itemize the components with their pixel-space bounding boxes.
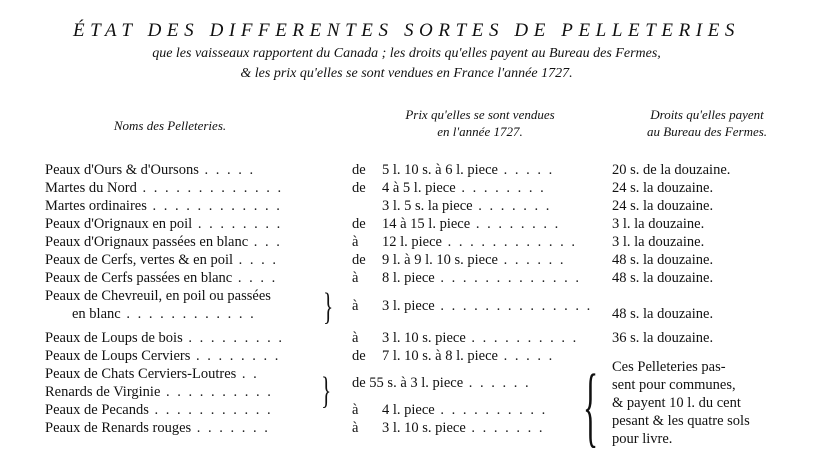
fur-price: 4 l. piece . . . . . . . . . . [382,402,548,418]
fur-name: Peaux d'Ours & d'Oursons . . . . . [45,162,256,178]
fur-name: Peaux de Loups Cerviers . . . . . . . . [45,348,281,364]
fur-duty: 20 s. de la douzaine. [612,162,731,178]
fur-prep: de [352,252,366,268]
fur-price: 14 à 15 l. piece . . . . . . . . [382,216,561,232]
fur-duty: 36 s. la douzaine. [612,330,714,346]
fur-name: Martes ordinaires . . . . . . . . . . . . [45,198,282,214]
fur-name-line-1: Peaux de Chevreuil, en poil ou passées [45,288,271,304]
fur-name: Renards de Virginie . . . . . . . . . . [45,384,273,400]
fur-name: Peaux de Cerfs passées en blanc . . . . [45,270,278,286]
fur-price: 8 l. piece . . . . . . . . . . . . . [382,270,581,286]
header-price-1: Prix qu'elles se sont vendues [405,107,555,122]
fur-prep: de [352,162,366,178]
header-duty-1: Droits qu'elles payent [650,107,764,122]
common-note-line: sent pour communes, [612,377,736,393]
fur-price: 3 l. piece . . . . . . . . . . . . . . [382,298,593,314]
fur-name: Peaux de Cerfs, vertes & en poil . . . . [45,252,279,268]
header-duty-2: au Bureau des Fermes. [646,124,768,139]
header-names: Noms des Pelleteries. [113,118,227,133]
large-brace-icon: { [583,357,599,456]
fur-name: Peaux de Loups de bois . . . . . . . . . [45,330,284,346]
fur-price: 3 l. 10 s. piece . . . . . . . . . . [382,330,579,346]
common-note-line: Ces Pelleteries pas- [612,359,726,375]
fur-duty: 48 s. la douzaine. [612,252,714,268]
fur-price: 7 l. 10 s. à 8 l. piece . . . . . [382,348,555,364]
fur-price: 4 à 5 l. piece . . . . . . . . [382,180,546,196]
fur-price: 9 l. à 9 l. 10 s. piece . . . . . . [382,252,566,268]
fur-price: 3 l. 10 s. piece . . . . . . . [382,420,545,436]
fur-prep: de [352,180,366,196]
common-note-line: pesant & les quatre sols [612,413,750,429]
fur-name: Peaux d'Orignaux en poil . . . . . . . . [45,216,283,232]
fur-name: Martes du Nord . . . . . . . . . . . . . [45,180,284,196]
page-title: ÉTAT DES DIFFERENTES SORTES DE PELLETERIES [72,20,741,41]
brace-icon: } [321,370,332,412]
fur-prep: à [352,298,359,314]
fur-prep: à [352,270,359,286]
subtitle-line-1: que les vaisseaux rapportent du Canada ; les droits qu'elles payent au Bureau des Fermes, [152,46,661,61]
fur-name-line-2: en blanc . . . . . . . . . . . . [72,306,256,322]
fur-duty: 3 l. la douzaine. [612,216,705,232]
fur-duty: 3 l. la douzaine. [612,234,705,250]
common-note-line: & payent 10 l. du cent [612,395,741,411]
fur-price: 12 l. piece . . . . . . . . . . . . [382,234,577,250]
common-note-line: pour livre. [612,431,673,447]
fur-price: 5 l. 10 s. à 6 l. piece . . . . . [382,162,555,178]
grouped-price: de 55 s. à 3 l. piece . . . . . . [352,375,531,391]
fur-duty: 48 s. la douzaine. [612,270,714,286]
fur-name: Peaux de Pecands . . . . . . . . . . . [45,402,273,418]
fur-duty: 24 s. la douzaine. [612,180,714,196]
fur-prep: à [352,420,359,436]
fur-name: Peaux de Renards rouges . . . . . . . [45,420,270,436]
header-price-2: en l'année 1727. [437,124,523,139]
fur-name: Peaux d'Orignaux passées en blanc . . . [45,234,282,250]
fur-duty: 24 s. la douzaine. [612,198,714,214]
fur-price: 3 l. 5 s. la piece . . . . . . . [382,198,552,214]
fur-prep: à [352,234,359,250]
fur-prep: de [352,348,366,364]
fur-prep: à [352,402,359,418]
subtitle-line-2: & les prix qu'elles se sont vendues en France l'année 1727. [240,66,573,81]
fur-prep: de [352,216,366,232]
fur-duty: 48 s. la douzaine. [612,306,714,322]
brace-icon: } [323,286,334,328]
fur-name: Peaux de Chats Cerviers-Loutres . . [45,366,259,382]
fur-prep: à [352,330,359,346]
